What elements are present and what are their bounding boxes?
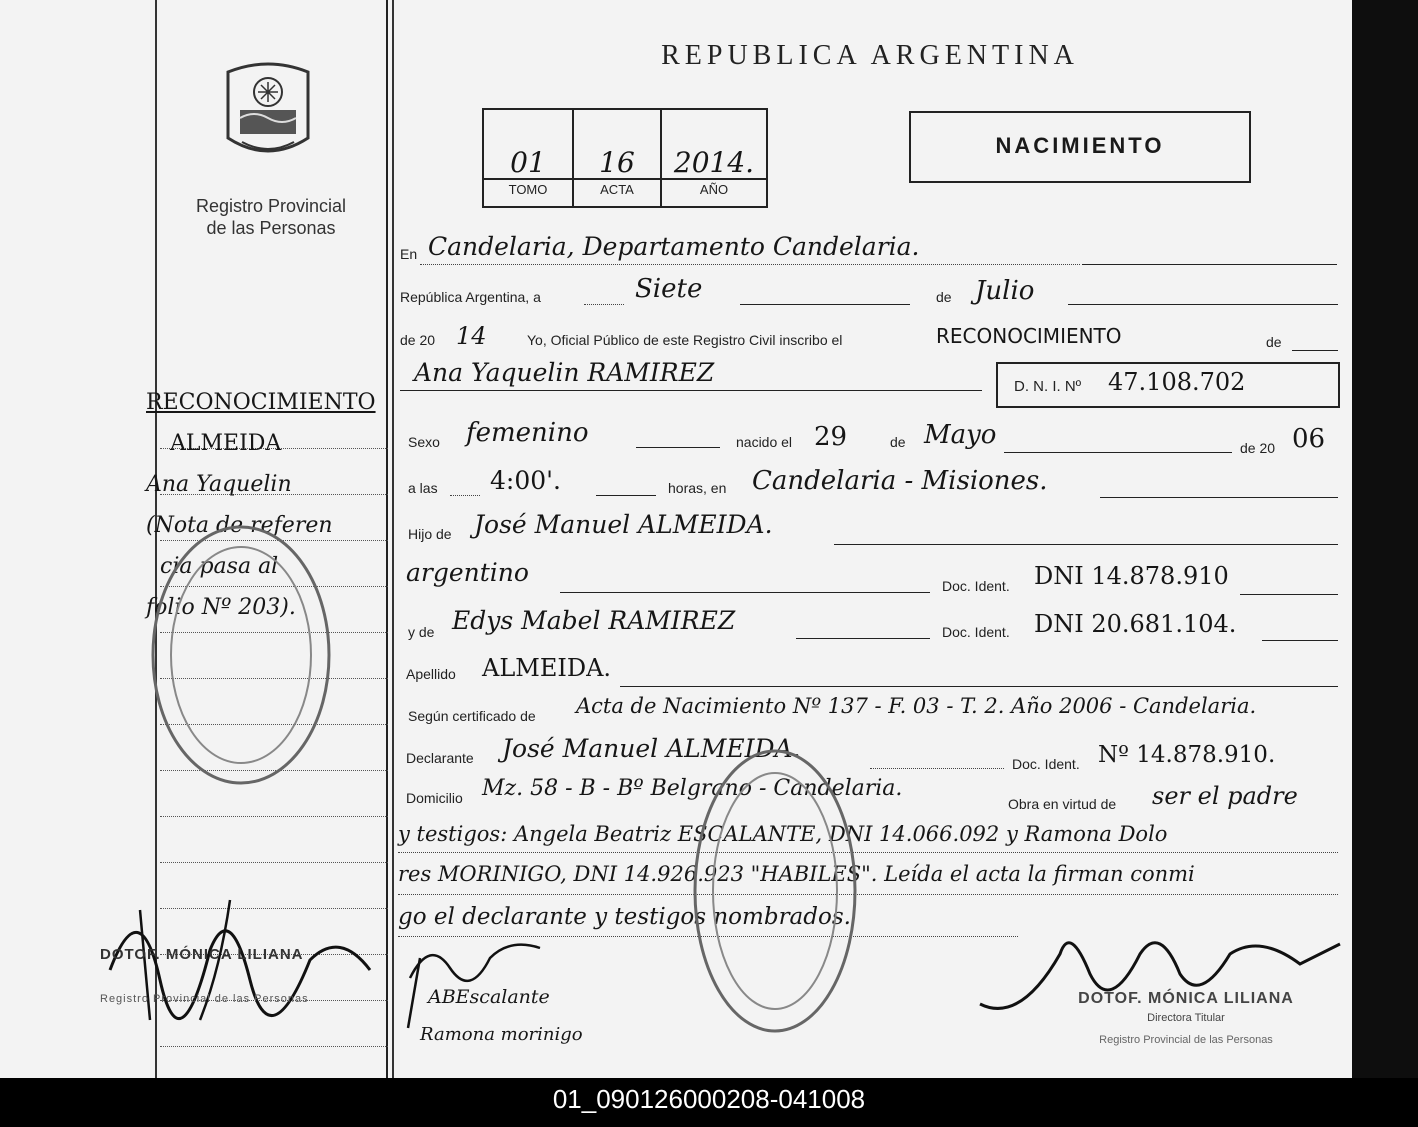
year-prefix: de 20 (400, 332, 436, 348)
en-label: En (400, 246, 418, 262)
person-name: Ana Yaquelin RAMIREZ (414, 358, 715, 387)
margin-note-surname: ALMEIDA (170, 431, 282, 456)
text-line-2: res MORINIGO, DNI 14.926.923 "HABILES". Leída el acta la firman conmi (398, 862, 1195, 886)
hijo-label: Hijo de (408, 526, 452, 542)
ano-label: AÑO (699, 182, 729, 197)
year-suffix: 14 (456, 322, 487, 350)
father-name: José Manuel ALMEIDA. (474, 510, 773, 539)
tomo-label: TOMO (508, 182, 548, 197)
birth-place: Candelaria - Misiones. (752, 466, 1048, 496)
registry-name (160, 195, 382, 239)
declarante-doc: Nº 14.878.910. (1098, 742, 1276, 768)
birth-time: 4:00'. (490, 466, 561, 495)
record-type-box (909, 111, 1251, 183)
right-stamp-office: Registro Provincial de las Personas (1099, 1034, 1273, 1046)
witness-signature-1: ABEscalante (428, 986, 550, 1008)
de-label-3: de (890, 434, 906, 450)
text-line-1: y testigos: Angela Beatriz ESCALANTE, DNI 14.066.092 y Ramona Dolo (398, 822, 1168, 846)
horas-label: horas, en (668, 480, 727, 496)
acta-label: ACTA (600, 182, 634, 197)
alas-label: a las (408, 480, 438, 496)
doc-ident-label: Doc. Ident. (942, 578, 1010, 594)
declarante-doc-label: Doc. Ident. (1012, 756, 1080, 772)
margin-note-line2: cia pasa al (160, 554, 279, 579)
certificado-value: Acta de Nacimiento Nº 137 - F. 03 - T. 2. Año 2006 - Candelaria. (576, 694, 1257, 718)
month-value: Julio (975, 276, 1035, 306)
stamp-left-text (100, 946, 309, 1005)
birth-year: 06 (1292, 424, 1326, 454)
left-stamp-name: DOTOF. MÓNICA LILIANA (100, 946, 304, 963)
sexo-label: Sexo (408, 434, 440, 450)
mother-doc: DNI 20.681.104. (1034, 610, 1237, 638)
birth-day: 29 (814, 422, 848, 452)
obra-value: ser el padre (1152, 782, 1298, 810)
country-title: REPUBLICA ARGENTINA (661, 40, 1079, 71)
dni-value: 47.108.702 (1108, 368, 1246, 396)
witness-signature-2: Ramona morinigo (420, 1024, 583, 1045)
act-type: RECONOCIMIENTO (936, 324, 1122, 348)
de20-label: de 20 (1240, 440, 1276, 456)
right-edge (1352, 0, 1418, 1078)
registry-round-stamp-center (690, 746, 860, 1036)
obra-label: Obra en virtud de (1008, 796, 1117, 812)
oficial-text: Yo, Oficial Público de este Registro Civil inscribo el (527, 332, 843, 348)
file-id-bar (0, 1078, 1418, 1127)
sexo-value: femenino (466, 418, 589, 448)
domicilio-value: Mz. 58 - B - Bº Belgrano - Candelaria. (482, 776, 903, 801)
domicilio-label: Domicilio (406, 790, 463, 806)
de-label-2: de (1266, 334, 1282, 350)
margin-note-given: Ana Yaquelin (146, 472, 292, 497)
declarante-name: José Manuel ALMEIDA. (502, 734, 801, 763)
dni-box (996, 362, 1340, 408)
doc-ident-label-2: Doc. Ident. (942, 624, 1010, 640)
segun-label: Según certificado de (408, 708, 536, 724)
apellido-label: Apellido (406, 666, 456, 682)
margin-note-line3: folio Nº 203). (146, 595, 296, 620)
day-value: Siete (635, 274, 703, 304)
registry-line2: de las Personas (206, 218, 336, 238)
father-doc: DNI 14.878.910 (1034, 562, 1229, 590)
birth-month: Mayo (924, 420, 997, 450)
de-label: de (936, 289, 952, 305)
nacido-label: nacido el (736, 434, 793, 450)
stamp-right-text (1036, 990, 1336, 1046)
ano-value: 2014. (673, 146, 755, 179)
provincial-seal-logo (218, 60, 318, 166)
record-number-box (482, 108, 768, 208)
registry-round-stamp-left (146, 520, 336, 790)
left-stamp-office: Registro Provincial de las Personas (100, 993, 309, 1005)
margin-note-title: RECONOCIMIENTO (146, 390, 376, 415)
apellido-value: ALMEIDA. (482, 654, 612, 682)
father-nationality: argentino (406, 558, 529, 587)
declarante-label: Declarante (406, 750, 474, 766)
margin-note-line1: (Nota de referen (146, 513, 333, 538)
record-type: NACIMIENTO (995, 133, 1165, 158)
tomo-value: 01 (510, 146, 546, 179)
dni-label: D. N. I. Nº (1014, 378, 1082, 395)
right-stamp-name: DOTOF. MÓNICA LILIANA (1078, 990, 1294, 1007)
yde-label: y de (408, 624, 435, 640)
registry-line1: Registro Provincial (195, 196, 347, 216)
right-stamp-title: Directora Titular (1147, 1012, 1225, 1024)
file-id: 01_090126000208-041008 (552, 1084, 866, 1114)
text-line-3: go el declarante y testigos nombrados. (398, 904, 851, 930)
mother-name: Edys Mabel RAMIREZ (452, 606, 736, 635)
acta-value: 16 (599, 146, 635, 179)
republica-label: República Argentina, a (400, 289, 541, 305)
place-value: Candelaria, Departamento Candelaria. (428, 232, 920, 261)
